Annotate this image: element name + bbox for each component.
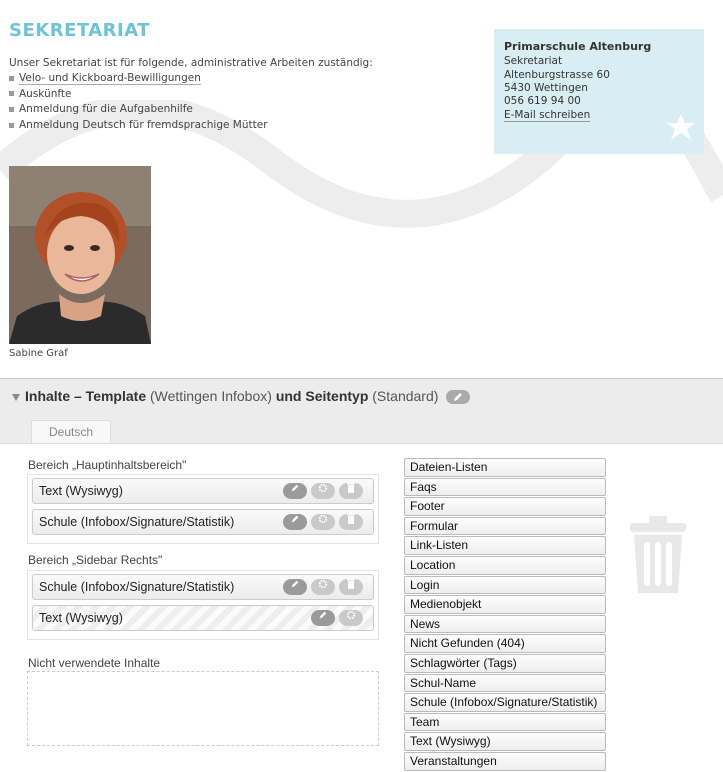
list-item[interactable] — [9, 71, 268, 87]
block-label: Text (Wysiwyg) — [39, 611, 123, 625]
gear-icon — [318, 483, 328, 493]
school-name: Primarschule Altenburg — [504, 40, 652, 53]
trash-icon[interactable] — [627, 515, 689, 595]
edit-button[interactable] — [283, 483, 307, 499]
content-type-item[interactable]: Medienobjekt — [404, 595, 606, 614]
phone-number: 056 619 94 00 — [504, 95, 581, 107]
list-item — [9, 118, 268, 134]
email-link[interactable]: E-Mail schreiben — [504, 109, 591, 121]
task-label: Anmeldung Deutsch für fremdsprachige Mütter — [19, 119, 268, 132]
area-title-unused: Nicht verwendete Inhalte — [28, 656, 161, 670]
cms-header — [0, 379, 723, 443]
bullet-icon — [9, 91, 14, 96]
content-type-item[interactable]: Login — [404, 576, 606, 595]
edit-button[interactable] — [283, 514, 307, 530]
settings-button[interactable] — [311, 514, 335, 530]
page-title: SEKRETARIAT — [9, 20, 151, 41]
content-block[interactable] — [32, 478, 374, 504]
bullet-icon — [9, 76, 14, 81]
area-title-main: Bereich „Hauptinhaltsbereich" — [28, 458, 187, 472]
content-type-item[interactable]: Dateien-Listen — [404, 458, 606, 477]
star-icon — [666, 113, 696, 145]
tab-deutsch[interactable]: Deutsch — [31, 420, 111, 444]
content-type-item[interactable]: Schlagwörter (Tags) — [404, 654, 606, 673]
block-label: Schule (Infobox/Signature/Statistik) — [39, 515, 235, 529]
content-type-item[interactable]: Text (Wysiwyg) — [404, 732, 606, 751]
settings-button[interactable] — [339, 610, 363, 626]
content-type-item[interactable]: Veranstaltungen — [404, 752, 606, 771]
cms-body — [0, 443, 723, 768]
content-type-item[interactable]: Schule (Infobox/Signature/Statistik) — [404, 693, 606, 712]
area-main — [27, 474, 379, 544]
settings-button[interactable] — [311, 483, 335, 499]
delete-button[interactable] — [339, 483, 363, 499]
cms-title[interactable] — [12, 388, 470, 404]
task-list — [9, 71, 268, 134]
collapse-icon[interactable] — [12, 394, 20, 401]
cms-editor-panel — [0, 378, 723, 768]
content-type-item[interactable]: Location — [404, 556, 606, 575]
bullet-icon — [9, 123, 14, 128]
delete-button[interactable] — [339, 514, 363, 530]
edit-button[interactable] — [311, 610, 335, 626]
content-type-item[interactable]: Formular — [404, 517, 606, 536]
template-name: (Wettingen Infobox) — [150, 388, 272, 404]
trash-icon — [347, 579, 355, 589]
content-block[interactable] — [32, 574, 374, 600]
department-label: Sekretariat — [504, 55, 563, 67]
content-type-list — [404, 458, 606, 772]
list-item — [9, 87, 268, 103]
content-type-item[interactable]: Nicht Gefunden (404) — [404, 634, 606, 653]
content-type-item[interactable]: Link-Listen — [404, 536, 606, 555]
bullet-icon — [9, 107, 14, 112]
pagetype-label: und Seitentyp — [275, 388, 369, 404]
portrait-image — [9, 166, 151, 344]
task-label: Auskünfte — [19, 87, 72, 100]
staff-photo — [9, 166, 151, 344]
task-label: Anmeldung für die Aufgabenhilfe — [19, 103, 193, 116]
area-sidebar — [27, 570, 379, 640]
block-label: Schule (Infobox/Signature/Statistik) — [39, 580, 235, 594]
settings-button[interactable] — [311, 579, 335, 595]
pencil-icon — [452, 391, 464, 403]
pencil-icon — [318, 610, 328, 620]
trash-icon — [347, 514, 355, 524]
pencil-icon — [290, 514, 300, 524]
contact-infobox — [494, 29, 704, 154]
content-type-item[interactable]: Footer — [404, 497, 606, 516]
content-type-item[interactable]: Faqs — [404, 478, 606, 497]
gear-icon — [318, 579, 328, 589]
photo-caption: Sabine Graf — [9, 348, 68, 359]
area-unused-dropzone[interactable] — [27, 671, 379, 746]
city-address: 5430 Wettingen — [504, 82, 588, 94]
content-type-item[interactable]: Schul-Name — [404, 674, 606, 693]
delete-button[interactable] — [339, 579, 363, 595]
task-link[interactable]: Velo- und Kickboard-Bewilligungen — [19, 72, 201, 84]
block-label: Text (Wysiwyg) — [39, 484, 123, 498]
pagetype-name: (Standard) — [372, 388, 439, 404]
content-block[interactable] — [32, 605, 374, 631]
list-item — [9, 102, 268, 118]
street-address: Altenburgstrasse 60 — [504, 69, 610, 81]
pencil-icon — [290, 483, 300, 493]
content-block[interactable] — [32, 509, 374, 535]
secretariat-section — [0, 0, 723, 375]
edit-button[interactable] — [283, 579, 307, 595]
edit-template-button[interactable] — [446, 390, 470, 404]
gear-icon — [318, 514, 328, 524]
content-type-item[interactable]: Team — [404, 713, 606, 732]
trash-icon — [347, 483, 355, 493]
cms-title-label: Inhalte – Template — [25, 388, 147, 404]
content-type-item[interactable]: News — [404, 615, 606, 634]
area-title-sidebar: Bereich „Sidebar Rechts" — [28, 553, 163, 567]
pencil-icon — [290, 579, 300, 589]
gear-icon — [346, 610, 356, 620]
intro-text: Unser Sekretariat ist für folgende, administrative Arbeiten zuständig: — [9, 57, 373, 69]
